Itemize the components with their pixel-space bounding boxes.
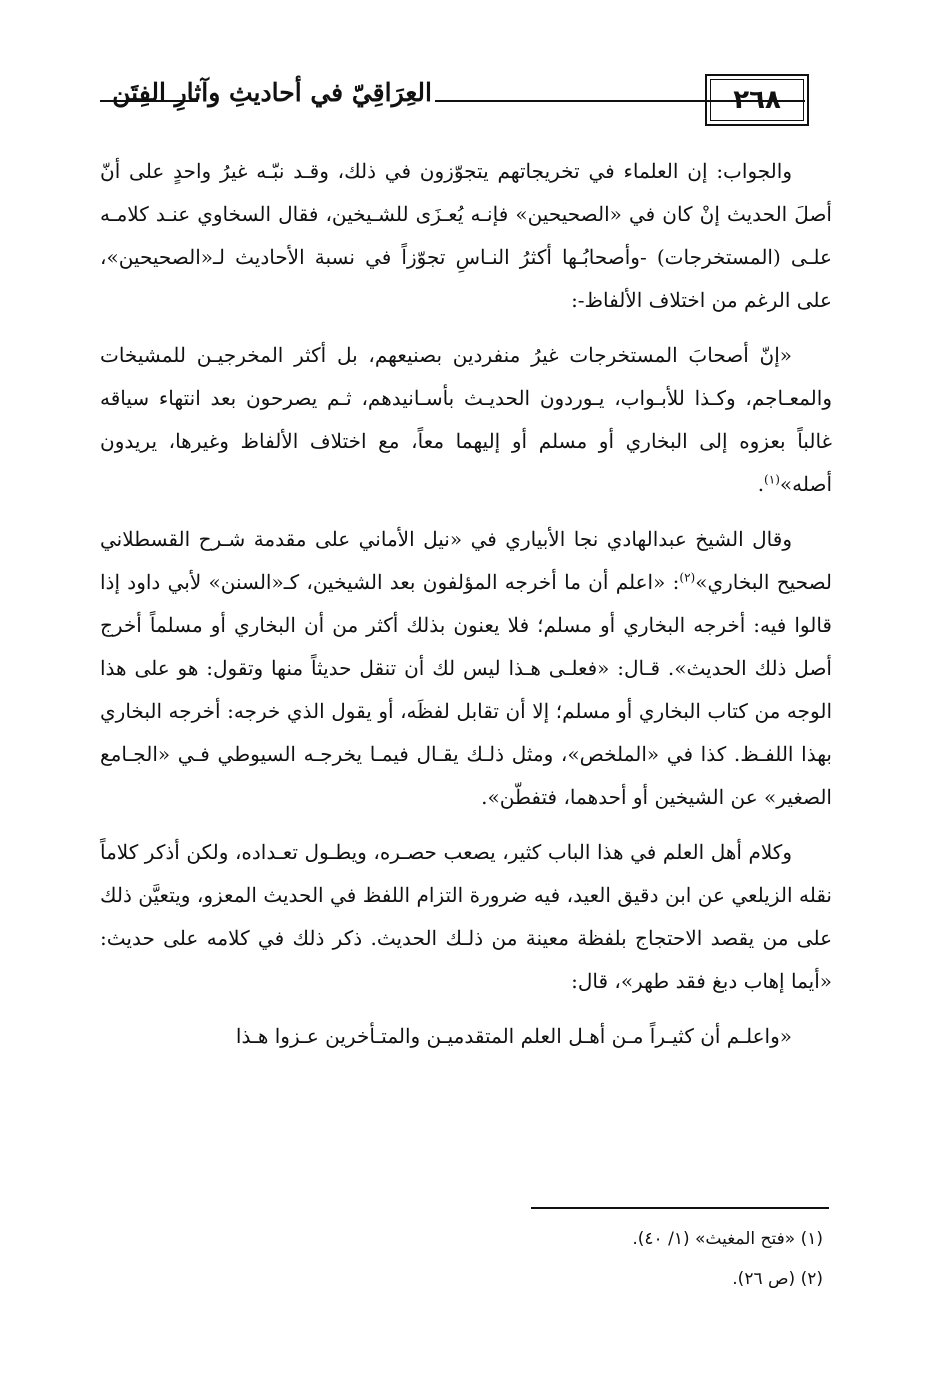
footnotes [323,1228,823,1308]
colon: : [665,570,680,594]
body-text [100,150,832,1070]
paragraph-text: وقال الشيخ عبدالهادي نجا الأبياري في «نيل الأماني على مقدمة شـرح القسطلاني لصحيح البخاري» [100,527,833,594]
paragraph-text: «واعلـم أن كثيـراً مـن أهـل العلم المتقدميـن والمتـأخرين عـزوا هـذا [235,1024,792,1048]
footnote-marker-2: (٢) [679,570,696,585]
paragraph-end: . [757,472,765,496]
paragraph-text: «إنّ أصحابَ المستخرجات غيرُ منفردين بصنيعهم، بل أكثر المخرجيـن للمشيخات والمعـاجم، وكـذا للأبـواب، يـوردون الحديـث بأسـانيدهم، ثـم يصرحون بعد انتهاء سياقه غالباً بعزوه إلى البخاري أو مسلم أو إليهما معاً، مع اختلاف الألفاظ وغيرها، يريدون أصله» [100,343,832,496]
footnote-1: (١) «فتح المغيث» (١/ ٤٠). [632,1229,823,1249]
paragraph-sakhawi-quote [100,334,832,506]
book-title: العِرَاقِيّ في أحاديثِ وآثارِ الفِتَن [112,78,432,107]
paragraph-text: وكلام أهل العلم في هذا الباب كثير، يصعب حصـره، ويطـول تعـداده، ولكن أذكر كلاماً نقله الزيلعي عن ابن دقيق العيد، فيه ضرورة التزام اللفظ في الحديث المعزو، ويتعيَّن ذلك على من يقصد الاحتجاج بلفظة معينة من ذلـك الحديث. ذكر ذلك في كلامه على حديث: «أيما إهاب دبغ فقد طهر»، قال: [100,840,832,993]
running-header [100,72,840,132]
paragraph-text: والجواب: إن العلماء في تخريجاتهم يتجوّزون في ذلك، وقـد نبّـه غيرُ واحدٍ على أنّ أصلَ الحديث إنْ كان في «الصحيحين» فإنـه يُعـزَى للشـيخين، فقال السخاوي عنـد كلامـه علـى (المستخرجات) -وأصحابُـها أكثرُ النـاسِ تجوّزاً في نسبة الأحاديث لـ«الصحيحين»، على الرغم من اختلاف الألفاظ-: [100,159,832,312]
paragraph-abyari [100,518,832,819]
paragraph-answer [100,150,832,322]
page-number: ٢٦٨ [733,85,781,115]
footnote-rule [531,1207,829,1209]
paragraph-quote-start [100,1015,832,1058]
page-number-box [705,74,809,126]
paragraph-ulama [100,831,832,1003]
paragraph-text: «اعلم أن ما أخرجه المؤلفون بعد الشيخين، كـ«السنن» لأبي داود إذا قالوا فيه: أخرجه البخاري أو مسلم؛ فلا يعنون بذلك أكثر من أن البخاري أو مسلماً أخرج أصل ذلك الحديث». قـال: «فعلـى هـذا ليس لك أن تنقل حديثاً منها وتقول: هو على هذا الوجه من كتاب البخاري أو مسلم؛ إلا أن تقابل لفظَه، أو يقول الذي خرجه: أخرجه البخاري بهذا اللفـظ. كذا في «الملخص»، ومثل ذلـك يقـال فيمـا يخرجـه السيوطي فـي «الجـامع الصغير» عن الشيخين أو أحدهما، فتفطّن». [100,570,832,809]
footnote-marker-1: (١) [764,472,780,487]
footnote-2: (٢) (ص ٢٦). [732,1269,823,1289]
